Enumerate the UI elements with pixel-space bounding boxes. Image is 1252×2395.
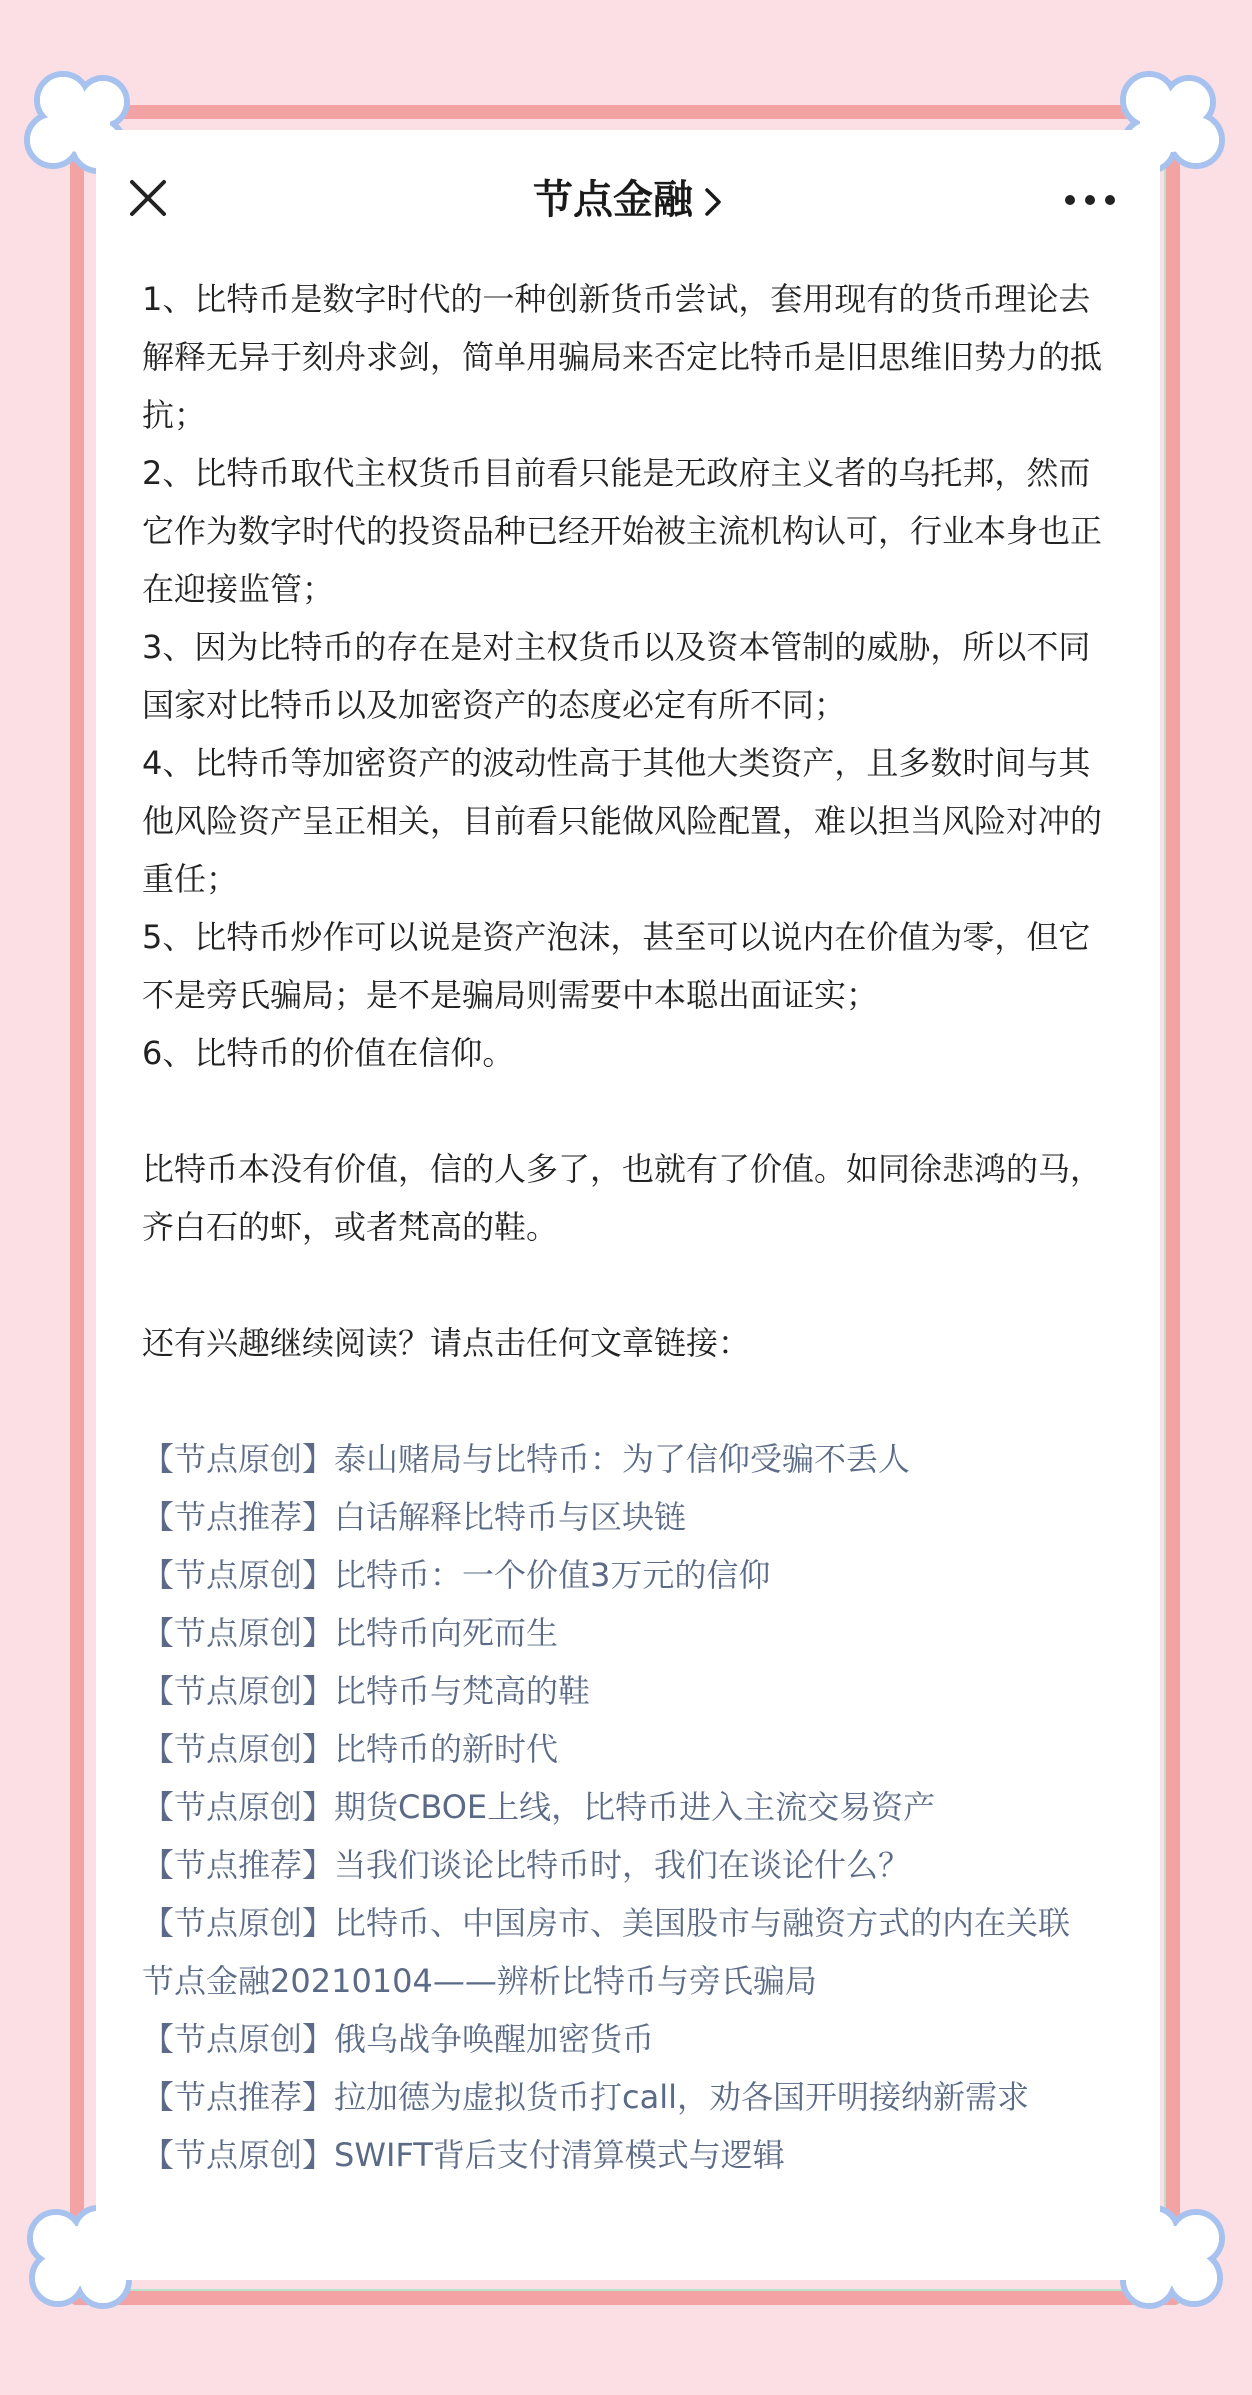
spacer: [142, 1082, 1102, 1140]
account-title[interactable]: [96, 170, 1160, 230]
article-point: 6、比特币的价值在信仰。: [142, 1034, 515, 1072]
article-point: 2、比特币取代主权货币目前看只能是无政府主义者的乌托邦，然而它作为数字时代的投资品种已经开始被主流机构认可，行业本身也正在迎接监管；: [142, 454, 1103, 608]
article-point: 5、比特币炒作可以说是资产泡沫，甚至可以说内在价值为零，但它不是旁氏骗局；是不是骗局则需要中本聪出面证实；: [142, 918, 1091, 1014]
related-links-list: [142, 1430, 1102, 2184]
related-article-link[interactable]: 【节点原创】比特币的新时代: [142, 1730, 559, 1768]
more-icon[interactable]: [1060, 180, 1120, 220]
spacer: [142, 1256, 1102, 1314]
related-article-link[interactable]: 【节点推荐】当我们谈论比特币时，我们在谈论什么？: [142, 1846, 911, 1884]
top-navigation-bar: [96, 130, 1160, 270]
related-article-link[interactable]: 节点金融20210104——辨析比特币与旁氏骗局: [142, 1962, 817, 2000]
related-article-link[interactable]: 【节点原创】期货CBOE上线，比特币进入主流交易资产: [142, 1788, 936, 1826]
related-article-link[interactable]: 【节点原创】比特币、中国房市、美国股市与融资方式的内在关联: [142, 1904, 1071, 1942]
account-title-text[interactable]: 节点金融: [533, 177, 693, 223]
related-article-link[interactable]: 【节点推荐】白话解释比特币与区块链: [142, 1498, 687, 1536]
related-article-link[interactable]: 【节点原创】SWIFT背后支付清算模式与逻辑: [142, 2136, 785, 2174]
related-article-link[interactable]: 【节点原创】比特币：一个价值3万元的信仰: [142, 1556, 771, 1594]
article-point: 4、比特币等加密资产的波动性高于其他大类资产，且多数时间与其他风险资产呈正相关，目前看只能做风险配置，难以担当风险对冲的重任；: [142, 744, 1103, 898]
chevron-right-icon: [703, 186, 723, 218]
related-article-link[interactable]: 【节点原创】比特币与梵高的鞋: [142, 1672, 591, 1710]
article-summary: 比特币本没有价值，信的人多了，也就有了价值。如同徐悲鸿的马，齐白石的虾，或者梵高的鞋。: [142, 1150, 1103, 1246]
related-article-link[interactable]: 【节点原创】比特币向死而生: [142, 1614, 559, 1652]
article-card: [96, 130, 1160, 2280]
article-body: [142, 270, 1102, 2184]
related-article-link[interactable]: 【节点原创】俄乌战争唤醒加密货币: [142, 2020, 655, 2058]
related-article-link[interactable]: 【节点原创】泰山赌局与比特币：为了信仰受骗不丢人: [142, 1440, 911, 1478]
article-point: 1、比特币是数字时代的一种创新货币尝试，套用现有的货币理论去解释无异于刻舟求剑，简单用骗局来否定比特币是旧思维旧势力的抵抗；: [142, 280, 1103, 434]
reading-prompt: 还有兴趣继续阅读？请点击任何文章链接：: [142, 1324, 751, 1362]
related-article-link[interactable]: 【节点推荐】拉加德为虚拟货币打call，劝各国开明接纳新需求: [142, 2078, 1029, 2116]
article-point: 3、因为比特币的存在是对主权货币以及资本管制的威胁，所以不同国家对比特币以及加密资产的态度必定有所不同；: [142, 628, 1091, 724]
spacer: [142, 1372, 1102, 1430]
